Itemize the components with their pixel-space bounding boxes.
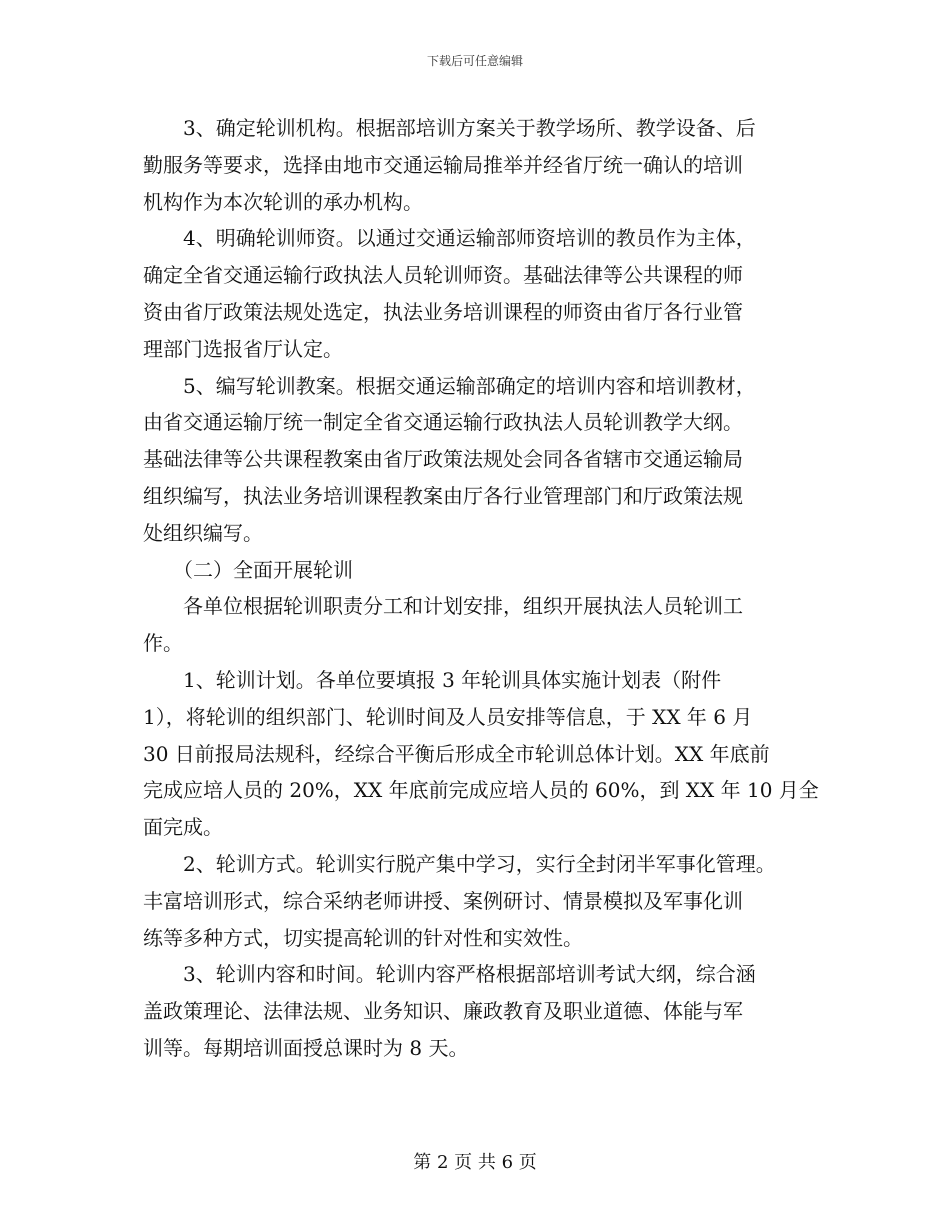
paragraph-line: 由省交通运输厅统一制定全省交通运输行政执法人员轮训教学大纲。 (143, 410, 743, 435)
paragraph-line: 面完成。 (143, 815, 223, 840)
paragraph-line: 1、轮训计划。各单位要填报 3 年轮训具体实施计划表（附件 (183, 667, 722, 692)
paragraph-line: 练等多种方式，切实提高轮训的针对性和实效性。 (143, 925, 583, 950)
paragraph-line: 处组织编写。 (143, 520, 263, 545)
paragraph-line: 各单位根据轮训职责分工和计划安排，组织开展执法人员轮训工 (183, 594, 743, 619)
paragraph-line: 完成应培人员的 20%，XX 年底前完成应培人员的 60%，到 XX 年 10 月全 (143, 778, 819, 803)
paragraph-line: 丰富培训形式，综合采纳老师讲授、案例研讨、情景模拟及军事化训 (143, 888, 743, 913)
paragraph-line: 盖政策理论、法律法规、业务知识、廉政教育及职业道德、体能与军 (143, 999, 743, 1024)
paragraph-line: 2、轮训方式。轮训实行脱产集中学习，实行全封闭半军事化管理。 (183, 851, 776, 876)
paragraph-line: 组织编写，执法业务培训课程教案由厅各行业管理部门和厅政策法规 (143, 483, 743, 508)
paragraph-line: 3、确定轮训机构。根据部培训方案关于教学场所、教学设备、后 (183, 116, 756, 140)
paragraph-line: 3、轮训内容和时间。轮训内容严格根据部培训考试大纲，综合涵 (183, 962, 756, 987)
paragraph-line: 作。 (143, 631, 183, 656)
paragraph-line: 5、编写轮训教案。根据交通运输部确定的培训内容和培训教材， (183, 373, 756, 398)
section-heading: （二）全面开展轮训 (173, 557, 353, 582)
page-number: 第 2 页 共 6 页 (413, 1152, 537, 1173)
paragraph-line: 机构作为本次轮训的承办机构。 (143, 189, 423, 214)
paragraph-line: 基础法律等公共课程教案由省厅政策法规处会同各省辖市交通运输局 (143, 447, 743, 472)
paragraph-line: 理部门选报省厅认定。 (143, 336, 343, 361)
paragraph-line: 训等。每期培训面授总课时为 8 天。 (143, 1035, 469, 1060)
paragraph-line: 4、明确轮训师资。以通过交通运输部师资培训的教员作为主体， (183, 226, 756, 251)
paragraph-line: 勤服务等要求，选择由地市交通运输局推举并经省厅统一确认的培训 (143, 152, 743, 177)
page-header: 下载后可任意编辑 (426, 54, 523, 68)
paragraph-line: 1），将轮训的组织部门、轮训时间及人员安排等信息，于 XX 年 6 月 (143, 704, 753, 729)
document-body (143, 110, 833, 1067)
paragraph-line: 资由省厅政策法规处选定，执法业务培训课程的师资由省厅各行业管 (143, 299, 743, 324)
paragraph-line: 确定全省交通运输行政执法人员轮训师资。基础法律等公共课程的师 (143, 263, 743, 288)
paragraph-line: 30 日前报局法规科，经综合平衡后形成全市轮训总体计划。XX 年底前 (143, 741, 770, 766)
